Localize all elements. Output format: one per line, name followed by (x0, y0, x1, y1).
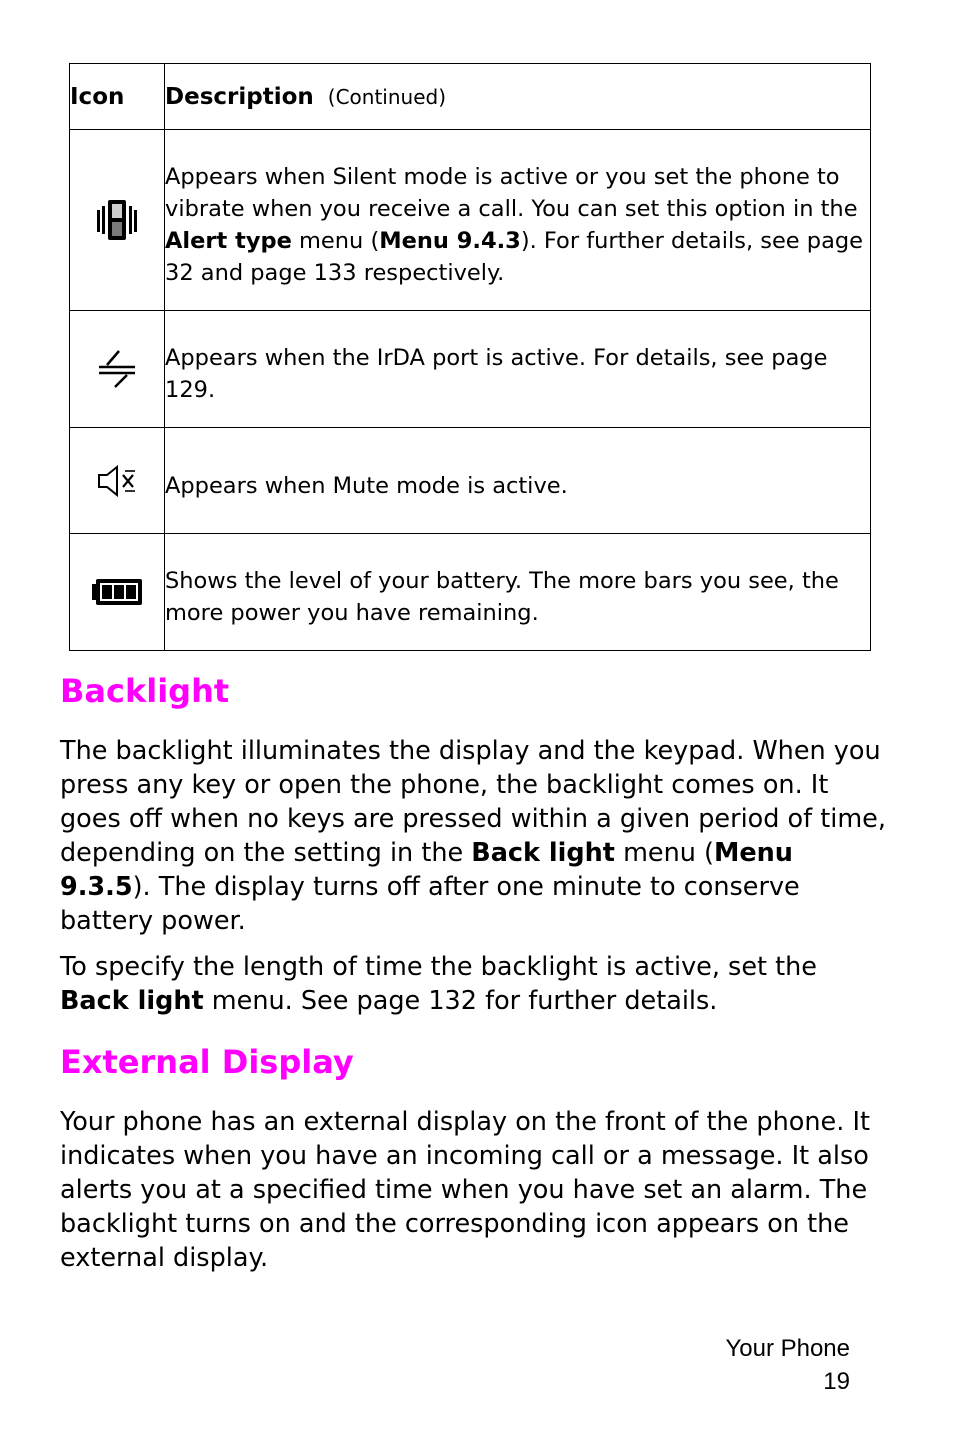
paragraph-text: menu. See page 132 for further details. (203, 986, 718, 1016)
page-footer (725, 1332, 850, 1398)
description-text: menu ( (291, 228, 380, 254)
table-row (70, 534, 871, 651)
external-display-paragraph: Your phone has an external display on the front of the phone. It indicates when you have an incoming call or a message. It also alerts you at a specified time when you have set an alarm. The backlight turns on and the corresponding icon appears on the external display. (60, 1107, 870, 1273)
mute-icon (95, 470, 139, 489)
backlight-heading: Backlight (60, 672, 230, 710)
description-cell (165, 428, 871, 534)
battery-icon (91, 582, 143, 601)
description-text: Appears when Silent mode is active or you set the phone to vibrate when you receive a call. You can set this option in the (165, 164, 858, 222)
paragraph-text: ). The display turns off after one minute to conserve battery power. (60, 872, 800, 936)
paragraph-text: menu ( (614, 838, 714, 868)
bold-menu-number: Menu 9.3.5 (60, 838, 793, 902)
header-description-label: Description (165, 83, 314, 110)
irda-icon (95, 359, 139, 378)
header-icon: Icon (70, 64, 165, 130)
footer-page-number: 19 (823, 1368, 850, 1395)
vibrate-icon (94, 210, 140, 229)
table-header-row (70, 64, 871, 130)
external-display-heading: External Display (60, 1043, 354, 1081)
icon-cell (70, 534, 165, 651)
description-text: Appears when Mute mode is active. (165, 472, 568, 499)
backlight-paragraph-2 (60, 950, 890, 1018)
description-bold-menu: Alert type (165, 228, 292, 254)
description-cell (165, 311, 871, 428)
icon-cell (70, 311, 165, 428)
table-row (70, 311, 871, 428)
description-text: Shows the level of your battery. The more bars you see, the more power you have remaining. (165, 568, 839, 626)
footer-section-title: Your Phone (725, 1335, 850, 1362)
bold-menu-name: Back light (471, 838, 615, 868)
header-description (165, 64, 871, 130)
description-text: Appears when the IrDA port is active. For details, see page 129. (165, 345, 828, 403)
backlight-paragraph-1 (60, 734, 890, 938)
table-row (70, 130, 871, 311)
description-text: ). For further details, see page 32 and page 133 respectively. (165, 228, 863, 286)
description-cell (165, 130, 871, 311)
paragraph-text: To specify the length of time the backlight is active, set the (60, 952, 817, 982)
header-continued: (Continued) (327, 84, 446, 109)
paragraph-text: The backlight illuminates the display and the keypad. When you press any key or open the phone, the backlight comes on. It goes off when no keys are pressed within a given period of time, depending on the setting in the (60, 736, 886, 868)
icon-cell (70, 130, 165, 311)
description-cell (165, 534, 871, 651)
icon-description-table (69, 63, 871, 651)
bold-menu-name: Back light (60, 986, 204, 1016)
description-bold-menu-number: Menu 9.4.3 (379, 228, 521, 254)
table-row (70, 428, 871, 534)
icon-cell (70, 428, 165, 534)
